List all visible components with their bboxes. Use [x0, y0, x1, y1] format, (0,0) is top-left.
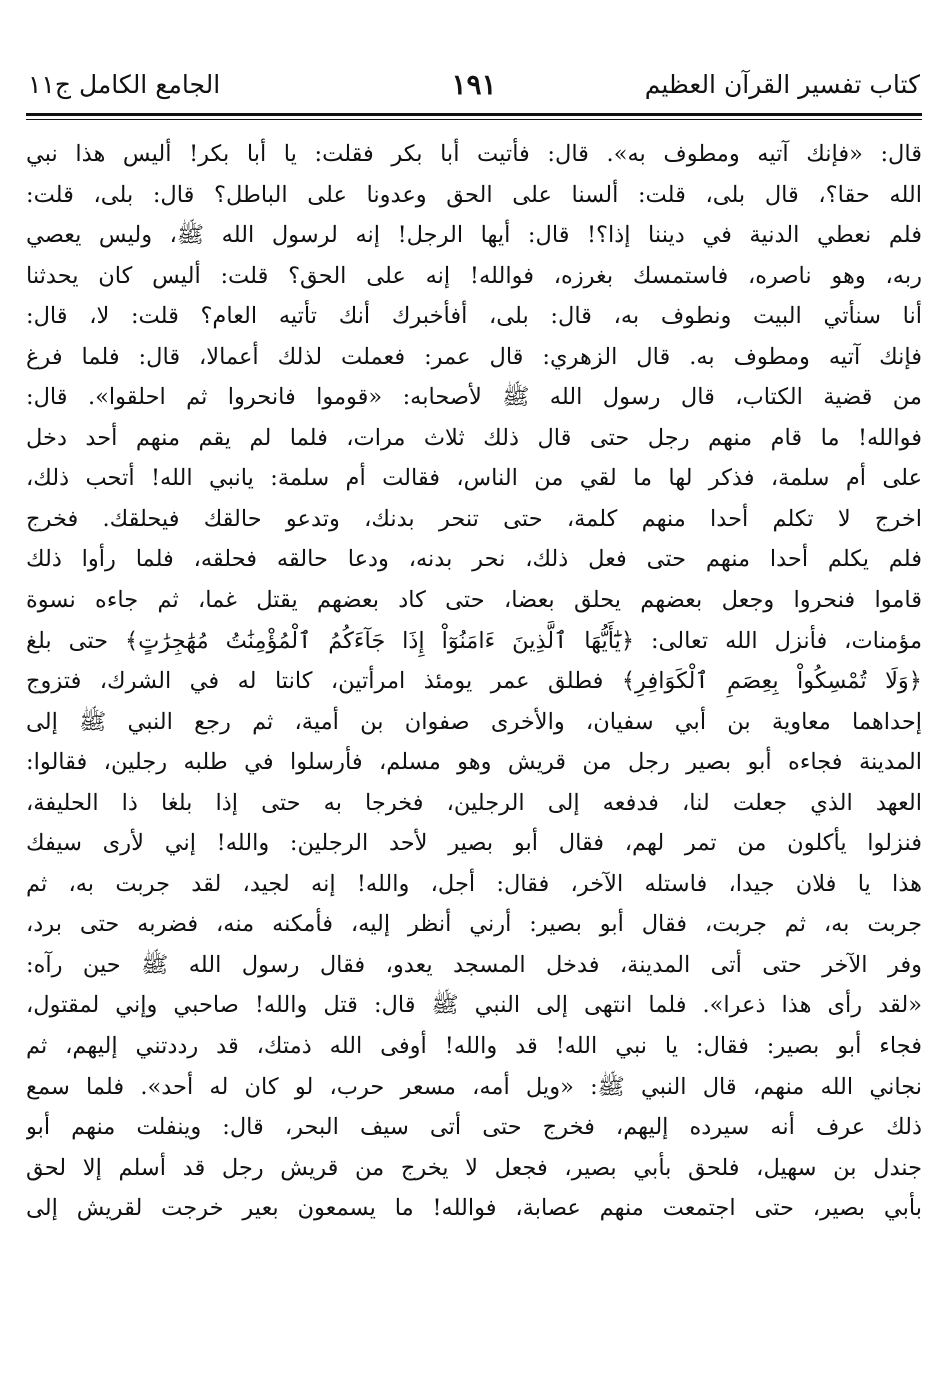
text-line: الله حقا؟، قال بلى، قلت: ألسنا على الحق وعدونا على الباطل؟ قال: بلى، قلت: [26, 181, 922, 208]
text-line: ﴿وَلَا تُمْسِكُواْ بِعِصَمِ ٱلْكَوَافِرِ﴾ فطلق عمر يومئذ امرأتين، كانتا له في الشرك، فتزوج [26, 668, 922, 695]
text-line: نجاني الله منهم، قال النبي ﷺ: «ويل أمه، مسعر حرب، لو كان له أحد». فلما سمع [26, 1073, 922, 1100]
text-line: أنا سنأتي البيت ونطوف به، قال: بلى، أفأخبرك أنك تأتيه العام؟ قلت: لا، قال: [26, 303, 922, 330]
text-line: فنزلوا يأكلون من تمر لهم، فقال أبو بصير لأحد الرجلين: والله! إني لأرى سيفك [26, 830, 922, 857]
text-line: قال: «فإنك آتيه ومطوف به». قال: فأتيت أبا بكر فقلت: يا أبا بكر! أليس هذا نبي [26, 141, 922, 167]
text-line: ربه، وهو ناصره، فاستمسك بغرزه، فوالله! إنه على الحق؟ قلت: أليس كان يحدثنا [26, 262, 922, 289]
text-line: اخرج لا تكلم أحدا منهم كلمة، حتى تنحر بدنك، وتدعو حالقك فيحلقك. فخرج [26, 505, 922, 532]
text-line: من قضية الكتاب، قال رسول الله ﷺ لأصحابه: «قوموا فانحروا ثم احلقوا». قال: [26, 384, 922, 411]
header-rule-thick [26, 113, 922, 116]
text-line: هذا يا فلان جيدا، فاستله الآخر، فقال: أجل، والله! إنه لجيد، لقد جربت به، ثم [26, 870, 922, 897]
volume-label: الجامع الكامل ج١١ [28, 70, 221, 99]
header-rule-thin [26, 119, 922, 120]
text-line: فجاء أبو بصير: فقال: يا نبي الله! قد والله! أوفى الله ذمتك، قد رددتني إليهم، ثم [26, 1033, 922, 1060]
text-line: على أم سلمة، فذكر لها ما لقي من الناس، فقالت أم سلمة: يانبي الله! أتحب ذلك، [26, 465, 922, 492]
page-number: ١٩١ [451, 68, 497, 101]
text-line: مؤمنات، فأنزل الله تعالى: ﴿يَٰٓأَيُّهَا ٱلَّذِينَ ءَامَنُوٓاْ إِذَا جَآءَكُمُ ٱلْمُؤْمِنَٰتُ مُهَٰجِرَٰتٍ﴾ حتى بلغ [26, 627, 922, 654]
text-line: إحداهما معاوية بن أبي سفيان، والأخرى صفوان بن أمية، ثم رجع النبي ﷺ إلى [26, 708, 922, 735]
text-line: وفر الآخر حتى أتى المدينة، فدخل المسجد يعدو، فقال رسول الله ﷺ حين رآه: [26, 951, 922, 978]
text-line: جندل بن سهيل، فلحق بأبي بصير، فجعل لا يخرج من قريش رجل قد أسلم إلا لحق [26, 1154, 922, 1181]
text-line: ذلك عرف أنه سيرده إليهم، فخرج حتى أتى سيف البحر، قال: وينفلت منهم أبو [26, 1114, 922, 1141]
text-line: فوالله! ما قام منهم رجل حتى قال ذلك ثلاث مرات، فلما لم يقم منهم أحد دخل [26, 424, 922, 451]
text-line: فإنك آتيه ومطوف به. قال الزهري: قال عمر: فعملت لذلك أعمالا، قال: فلما فرغ [26, 343, 922, 370]
text-line: فلم نعطي الدنية في ديننا إذا؟! قال: أيها الرجل! إنه لرسول الله ﷺ، وليس يعصي [26, 222, 922, 249]
text-line: جربت به، ثم جربت، فقال أبو بصير: أرني أنظر إليه، فأمكنه منه، فضربه حتى برد، [26, 911, 922, 938]
text-line: قاموا فنحروا وجعل بعضهم يحلق بعضا، حتى كاد بعضهم يقتل غما، ثم جاءه نسوة [26, 587, 922, 614]
text-line: «لقد رأى هذا ذعرا». فلما انتهى إلى النبي ﷺ قال: قتل والله! صاحبي وإني لمقتول، [26, 992, 922, 1019]
text-line: فلم يكلم أحدا منهم حتى فعل ذلك، نحر بدنه، ودعا حالقه فحلقه، فلما رأوا ذلك [26, 546, 922, 573]
body-text [26, 134, 922, 1229]
text-line: العهد الذي جعلت لنا، فدفعه إلى الرجلين، فخرجا به حتى إذا بلغا ذا الحليفة، [26, 789, 922, 816]
text-line: المدينة فجاءه أبو بصير رجل من قريش وهو مسلم، فأرسلوا في طلبه رجلين، فقالوا: [26, 749, 922, 776]
text-line: بأبي بصير، حتى اجتمعت منهم عصابة، فوالله! ما يسمعون بعير خرجت لقريش إلى [26, 1195, 922, 1222]
page-header [28, 64, 920, 108]
book-title: كتاب تفسير القرآن العظيم [644, 70, 920, 99]
